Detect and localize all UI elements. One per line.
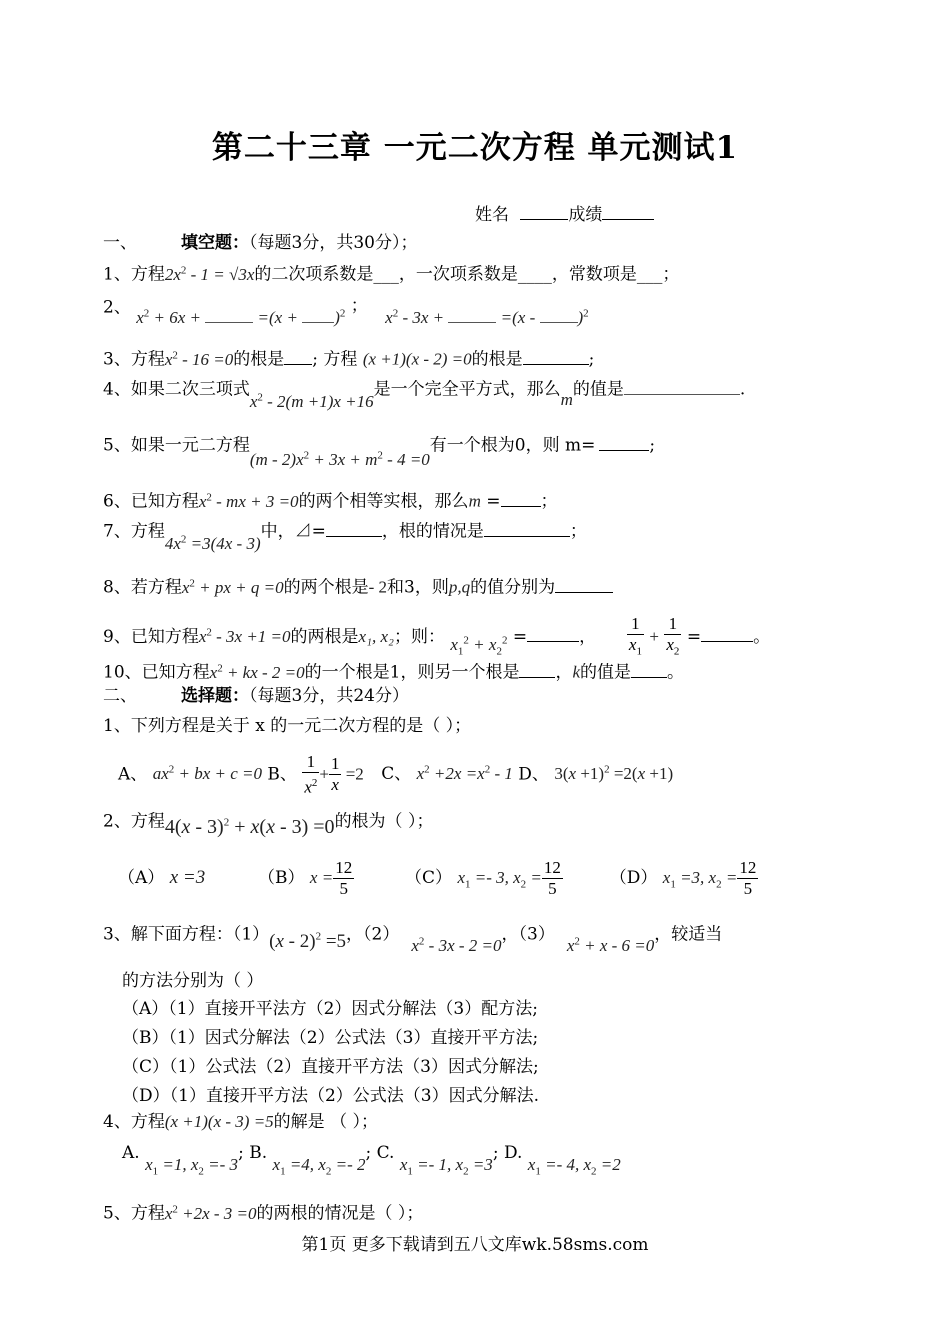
s2q1-option-d[interactable]: $3(x +1)^2 =2(x +1)$ [554, 763, 674, 784]
s1q6-blank[interactable] [501, 490, 541, 507]
s1q5-blank[interactable] [599, 434, 649, 451]
section1-note: （每题3分，共30分）； [249, 233, 418, 253]
s1q8-vars: p,q [448, 577, 471, 597]
s1q7-suffix: ，根的情况是 [381, 521, 484, 542]
s2q3-p2: ，（2） [346, 924, 400, 945]
s1q7-equation: $4x^2 =3(4x - 3)$ [164, 533, 261, 553]
s2q5-prefix: 5、方程 [103, 1203, 165, 1224]
s1q8-blank[interactable] [555, 576, 613, 593]
s1q9-end: 。 [753, 627, 771, 648]
s2q4-option-b[interactable]: B. $x_1 =4$, $x_2 =- 2$ [249, 1143, 366, 1178]
s1-question-4 [103, 374, 746, 411]
s1q10-mid: 的一个根是1，则另一个根是 [304, 662, 520, 683]
s1q9-prefix: 9、已知方程 [103, 627, 199, 648]
s2q2-suffix: 的根为（ ）； [334, 811, 434, 832]
s2q1-option-b-frac2: $\frac{1}{x}$ [330, 754, 340, 795]
s2q2-equation: 4(x - 3)$^2$ + x(x - 3) =0 [164, 815, 335, 838]
s2q3-eq1: (x - 2)$^2$ =5 [269, 931, 347, 953]
s1q7-blank1[interactable] [326, 520, 382, 537]
s2q1-option-b-label[interactable]: B、 [267, 764, 297, 785]
s1q4-suffix: 的值是 [572, 379, 624, 400]
s1q3-blank1[interactable] [284, 348, 312, 365]
s2q1-option-c[interactable]: $x^2 +2x =x^2 - 1$ [416, 763, 513, 784]
s1q4-blank[interactable] [624, 378, 740, 395]
s1q6-suffix: 的两个相等实根，那么 [298, 491, 469, 512]
section2-heading: 选择题： [181, 686, 249, 706]
s1q3-mid1: 的根是 [233, 349, 285, 370]
s1-question-6 [103, 486, 558, 513]
s1q9-plus: + [649, 627, 659, 647]
s1q9-frac2: $\frac{1}{x_2}$ [666, 614, 680, 658]
s2q4-option-a[interactable]: A. $x_1 =1$, $x_2 =- 3$ [122, 1143, 239, 1178]
page-footer: 第1页 更多下载请到五八文库wk.58sms.com [301, 1235, 649, 1255]
s2q4-prefix: 4、方程 [103, 1112, 165, 1132]
s1q8-root1: - 2 [368, 577, 388, 597]
s1q2-eq1: $x^2 + 6x + =(x + )^2$ [136, 307, 346, 327]
s1q9-blank1[interactable] [527, 625, 579, 642]
section2-header [103, 685, 409, 707]
s1q8-suffix: 的值分别为 [470, 577, 556, 598]
s2q2-option-a[interactable]: （A） x =3 [118, 867, 206, 888]
s1q10-blank2[interactable] [631, 661, 667, 678]
s2q2-option-d[interactable]: （D） $x_1 =3$, $x_2$ = $\frac{12}{5}$ [609, 858, 757, 898]
s2q3-line2: 的方法分别为（ ） [122, 971, 264, 991]
s1q9-mid: 的两根是 [290, 627, 359, 648]
section1-number: 一、 [103, 233, 137, 253]
s1q1-equation: $2x^2 - 1 = √3x$ [164, 264, 255, 284]
s1q4-end: . [739, 379, 746, 400]
s2q5-equation: $x^2 +2x - 3 =0$ [164, 1203, 257, 1223]
s1q2-prefix: 2、 [103, 297, 131, 318]
s1q7-mid: 中，⊿= [260, 521, 326, 542]
s2-question-2 [103, 805, 434, 838]
s1q7-prefix: 7、方程 [103, 521, 165, 542]
section1-heading: 填空题： [181, 233, 249, 253]
s1q10-end: 。 [667, 662, 685, 683]
s1q10-mid2: ， [555, 662, 573, 683]
s1q3-prefix: 3、方程 [103, 349, 165, 370]
s2q3-p3: ，（3） [501, 924, 555, 945]
s1q3-eq1: $x^2 - 16 =0$ [164, 349, 234, 369]
s1q1-prefix: 1、方程 [103, 264, 165, 285]
page-title: 第二十三章 一元二次方程 单元测试1 [211, 130, 739, 166]
s1q4-prefix: 4、如果二次三项式 [103, 379, 250, 400]
s1q10-prefix: 10、已知方程 [103, 662, 210, 683]
s2q3-option-c[interactable]: （C）（1）公式法（2）直接开平方法（3）因式分解法; [122, 1057, 539, 1077]
s2-question-5 [103, 1198, 423, 1225]
s2q1-option-c-label[interactable]: C、 [381, 764, 412, 785]
s1-question-1 [103, 259, 679, 286]
s2q1-option-a-label[interactable]: A、 [118, 764, 148, 785]
s1q9-comma: ， [579, 627, 597, 648]
s1q6-eq: = [486, 491, 501, 512]
s1q9-eq2: = [686, 627, 702, 648]
s2q1-option-d-label[interactable]: D、 [518, 764, 549, 785]
s1q5-suffix: 有一个根为0，则 m= [429, 435, 596, 456]
s1q8-and: 和3，则 [387, 577, 449, 598]
s1q9-frac1: $\frac{1}{x_1}$ [628, 614, 642, 658]
s1q7-end: ； [569, 521, 587, 542]
s1q8-mid: 的两个根是 [283, 577, 369, 598]
s2q1-options: A、 $ax^2$ + bx + c =0 B、 $\frac{1}{x^2}$ + $\frac{1}{x}$ =2 C、 $x^2 +2x =x^2 - 1$ D、 $3(x +1)^2 =2(x +1)$ [118, 752, 674, 797]
s1q6-m: m [468, 491, 481, 511]
s1q1-suffix: 的二次项系数是___，一次项系数是____，常数项是___； [254, 264, 680, 285]
s1-question-2 [103, 292, 589, 327]
s1q9-then: ；则： [393, 627, 445, 648]
s2q2-options [118, 858, 758, 899]
s2q3-prefix: 3、解下面方程：（1） [103, 924, 270, 945]
s1q3-mid2: ; 方程 [312, 349, 358, 370]
s1q6-equation: $x^2$ - mx + 3 =0 [198, 491, 299, 511]
name-blank[interactable] [520, 203, 568, 220]
s2q3-eq3: $x^2 + x - 6 =0$ [566, 935, 655, 956]
s2-question-4 [103, 1111, 378, 1133]
s1-question-10 [103, 657, 684, 684]
s1-question-3 [103, 344, 594, 371]
s1q8-equation: $x^2$ + px + q =0 [181, 577, 284, 597]
s2q2-prefix: 2、方程 [103, 811, 165, 832]
score-blank[interactable] [602, 203, 654, 220]
s1q6-prefix: 6、已知方程 [103, 491, 199, 512]
s2q2-option-b[interactable]: （B） x = $\frac{12}{5}$ [258, 858, 353, 898]
s2q3-option-d[interactable]: （D）（1）直接开平方法（2）公式法（3）因式分解法. [122, 1086, 539, 1106]
score-label: 成绩 [568, 205, 603, 225]
s1q9-expr1: $x_1^2 + x_2^2$ [450, 634, 508, 658]
s1-question-7 [103, 516, 587, 553]
s1-question-5 [103, 430, 656, 469]
s1-question-8 [103, 572, 613, 599]
s1q5-end: ; [649, 435, 656, 456]
s2q4-option-c[interactable]: C. $x_1 =- 1$, $x_2 =3$ [376, 1143, 493, 1178]
s1q5-prefix: 5、如果一元二方程 [103, 435, 250, 456]
section1-header [103, 232, 417, 254]
s1q4-mid: 是一个完全平方式，那么 [373, 379, 561, 400]
section2-number: 二、 [103, 686, 137, 706]
s1-question-9 [103, 614, 770, 661]
s1q3-eq2: (x +1)(x - 2) =0 [362, 349, 472, 369]
s2q4-option-d[interactable]: D. $x_1 =- 4$, $x_2 =2$ [503, 1143, 621, 1178]
name-label: 姓名 [475, 205, 509, 225]
s2q2-option-c[interactable]: （C） $x_1 =- 3$, $x_2$ = $\frac{12}{5}$ [405, 858, 561, 898]
s1q9-roots: x₁, x₂ [358, 627, 394, 647]
s2-question-3 [103, 918, 723, 956]
s1q4-m: m [560, 389, 573, 409]
s1q8-prefix: 8、若方程 [103, 577, 182, 598]
s1q9-eq1: = [512, 627, 528, 648]
s2q1-option-a[interactable]: $ax^2$ + bx + c =0 [152, 763, 262, 784]
s2q5-suffix: 的两根的情况是（ ）； [256, 1203, 424, 1224]
s2q3-option-a[interactable]: （A）（1）直接开平法方（2）因式分解法（3）配方法; [122, 999, 538, 1019]
s2q3-suffix: ，较适当 [654, 924, 723, 945]
s2-question-1: 1、下列方程是关于 x 的一元二次方程的是（ ）； [103, 716, 472, 736]
s1q3-suffix: 的根是 [471, 349, 523, 370]
name-score-line [475, 203, 654, 226]
s2q3-option-b[interactable]: （B）（1）因式分解法（2）公式法（3）直接开平方法; [122, 1028, 539, 1048]
s2q4-equation: (x +1)(x - 3) =5 [164, 1112, 274, 1131]
s2q4-options: A. $x_1 =1$, $x_2 =- 3$; B. $x_1 =4$, $x_2 =- 2$; C. $x_1 =- 1$, $x_2 =3$; D. $x_1 =- 4$, $x_2 =2$ [122, 1143, 621, 1178]
s1q10-suffix: 的值是 [580, 662, 632, 683]
s1q6-end: ； [540, 491, 558, 512]
s2q1-option-b-frac1: $\frac{1}{x^2}$ [304, 752, 318, 797]
s1q3-blank2[interactable] [523, 348, 589, 365]
s1q10-k: k [572, 662, 581, 682]
s2q4-suffix: 的解是 （ ）； [273, 1112, 378, 1132]
s1q7-blank2[interactable] [484, 520, 570, 537]
s1q10-equation: $x^2$ + kx - 2 =0 [209, 662, 305, 682]
s1q9-equation: $x^2 - 3x +1 =0$ [198, 626, 291, 647]
s1q3-end: ; [588, 349, 595, 370]
s2q3-eq2: $x^2 - 3x - 2 =0$ [411, 935, 502, 956]
s1q4-expression: $x^2 - 2(m +1)x +16$ [249, 391, 374, 411]
s1q2-eq2: $x^2 - 3x + =(x - )^2$ [385, 307, 589, 327]
section2-note: （每题3分，共24分） [249, 686, 409, 706]
s1q10-blank1[interactable] [519, 661, 555, 678]
s1q9-blank2[interactable] [701, 625, 753, 642]
s1q5-equation: $(m - 2)x^2 + 3x + m^2 - 4 =0$ [249, 449, 430, 469]
s1q2-sep: ； [350, 295, 368, 316]
